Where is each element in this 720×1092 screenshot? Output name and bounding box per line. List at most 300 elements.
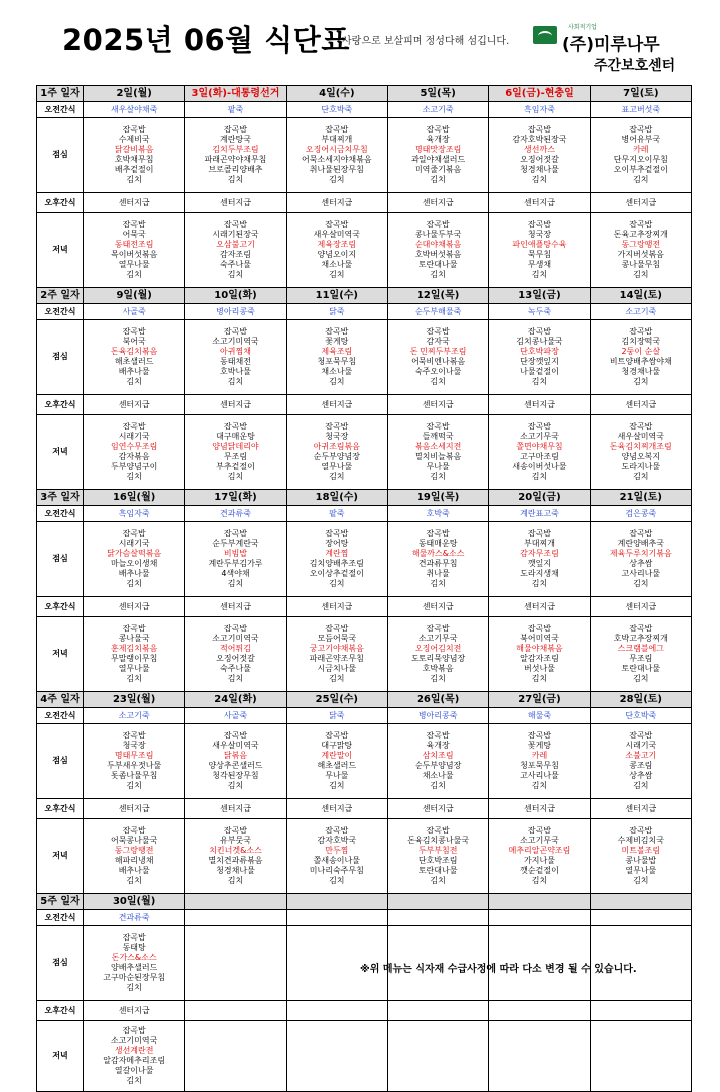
date-cell: 30일(월) [84,894,185,910]
menu-item: 모듬어묵국 [317,634,357,643]
menu-item: 수제비국 [118,135,150,144]
lunch-cell [489,118,590,193]
afternoon-snack-cell: 센터지급 [84,395,185,415]
menu-item: 콩나물국 [118,634,150,643]
menu-item: 김치 [126,270,142,279]
menu-item: 파인애플탕수육 [512,240,567,249]
menu-item: 시래기국 [118,432,150,441]
menu-item: 잡곡밥 [122,220,146,229]
menu-item: 단장깻잎지 [520,357,559,366]
dinner-cell [590,819,691,894]
menu-item: 김치 [126,377,142,386]
menu-item: 해초샐러드 [114,357,154,366]
menu-item: 김치 [430,175,446,184]
menu-item: 잡곡밥 [325,529,349,538]
date-cell: 3일(화)-대통령선거 [185,86,286,102]
dinner-cell [489,819,590,894]
morning-snack-cell [185,910,286,926]
lunch-cell [590,522,691,597]
menu-item: 오징어김치전 [414,644,462,653]
afternoon-snack-cell: 센터지급 [590,799,691,819]
menu-item: 돈육김치볶음 [110,347,158,356]
afternoon-snack-row [37,193,692,213]
dinner-row [37,1021,692,1092]
menu-item: 잡곡밥 [325,327,349,336]
menu-item: 김치 [633,270,649,279]
menu-item: 토란대나물 [621,664,661,673]
menu-item: 잡곡밥 [223,624,248,633]
menu-item: 잡곡밥 [325,826,349,835]
afternoon-snack-cell: 센터지급 [590,193,691,213]
menu-item: 계란탕국 [220,135,251,144]
date-cell [286,894,387,910]
menu-item: 잡곡밥 [629,220,653,229]
menu-item: 볶음소세지전 [414,442,462,451]
afternoon-snack-cell: 센터지급 [84,193,185,213]
menu-item: 양상추콘샐러드 [208,761,263,770]
menu-item: 무조림 [629,654,653,663]
row-label-afternoon-snack: 오후간식 [37,1001,84,1021]
menu-item: 명태맛장조림 [414,145,462,154]
menu-item: 김치 [126,983,142,992]
menu-item: 대구맑탕 [321,741,353,750]
afternoon-snack-cell [489,1001,590,1021]
menu-item: 김치 [227,377,244,386]
menu-item: 감자호박국 [317,836,357,845]
menu-item: 카레 [633,145,649,154]
date-cell [185,894,286,910]
week-header-row [37,288,692,304]
menu-item: 잡곡밥 [325,220,349,229]
menu-item: 제육조림 [321,347,353,356]
menu-item: 부추겉절이 [216,462,255,471]
company-name: (주)미루나무 [562,35,660,55]
menu-item: 도토리묵양념장 [411,654,466,663]
menu-item: 해파리냉채 [114,856,154,865]
menu-item: 어묵비엔나볶음 [411,357,466,366]
afternoon-snack-cell: 센터지급 [84,597,185,617]
menu-item: 단호박조림 [418,856,458,865]
menu-item: 소고기미역국 [212,337,259,346]
afternoon-snack-cell: 센터지급 [489,597,590,617]
dinner-cell [185,819,286,894]
menu-item: 깻잎지 [527,559,552,568]
date-cell [590,894,691,910]
menu-item: 4색야채 [221,569,250,578]
menu-item: 김치 [227,175,244,184]
menu-item: 돈육김치콩나물국 [407,836,470,845]
menu-item: 유부뭇국 [220,836,251,845]
row-label-dinner: 저녁 [37,415,84,490]
menu-item: 동태채전 [220,357,251,366]
afternoon-snack-row [37,1001,692,1021]
date-cell: 16일(월) [84,490,185,506]
afternoon-snack-cell [590,1001,691,1021]
menu-item: 장어탕 [325,539,349,548]
dinner-cell [84,415,185,490]
menu-item: 시래기국 [625,741,657,750]
menu-item: 고사리나물 [621,569,661,578]
menu-item: 김치 [227,876,244,885]
morning-snack-cell [590,910,691,926]
menu-item: 김치 [227,579,244,588]
lunch-cell [185,724,286,799]
page-title: 2025년 06월 식단표 [62,23,350,57]
lunch-cell [489,320,590,395]
menu-item: 잡곡밥 [629,327,653,336]
menu-item: 잡곡밥 [426,529,450,538]
menu-item: 김치 [633,579,649,588]
morning-snack-row [37,708,692,724]
menu-item: 김치 [430,270,446,279]
menu-item: 임연수무조림 [110,442,158,451]
dinner-cell [489,617,590,692]
date-cell [387,894,488,910]
menu-item: 단무지오이무침 [613,155,668,164]
menu-item: 계란말이 [321,751,353,760]
menu-item: 오징어젓갈 [216,654,255,663]
menu-item: 잡곡밥 [223,125,248,134]
row-label-morning-snack: 오전간식 [37,102,84,118]
menu-item: 잡곡밥 [527,422,552,431]
menu-item: 미나리숙주무침 [309,866,364,875]
menu-item: 버섯나물 [524,664,555,673]
afternoon-snack-cell: 센터지급 [286,597,387,617]
menu-item: 무생채 [527,260,552,269]
menu-item: 카레 [531,751,548,760]
menu-item: 오이부추겉절이 [613,165,668,174]
menu-item: 콩나물밥 [625,856,657,865]
menu-item: 잡곡밥 [426,731,450,740]
row-label-morning-snack: 오전간식 [37,910,84,926]
date-cell: 2일(월) [84,86,185,102]
morning-snack-row [37,910,692,926]
menu-item: 김치 [329,579,345,588]
menu-item: 잡곡밥 [527,826,552,835]
menu-item: 잡곡밥 [223,826,248,835]
date-cell: 28일(토) [590,692,691,708]
morning-snack-cell: 검은콩죽 [590,506,691,522]
menu-item: 어묵국 [122,230,146,239]
menu-item: 김치 [126,472,142,481]
afternoon-snack-cell: 센터지급 [387,799,488,819]
menu-item: 김치 [430,781,446,790]
morning-snack-row [37,102,692,118]
menu-item: 감자볶음 [118,452,150,461]
lunch-cell [590,724,691,799]
menu-item: 돈가스&소스 [111,953,157,962]
menu-item: 고구마순된장무침 [103,973,166,982]
menu-item: 배추나물 [118,866,150,875]
menu-item: 어묵소세지야채볶음 [302,155,372,164]
date-cell: 26일(목) [387,692,488,708]
lunch-cell [84,320,185,395]
menu-item: 도라지나물 [621,462,661,471]
menu-item: 닭볶음 [223,751,248,760]
menu-item: 김치두부조림 [212,145,259,154]
menu-item: 멸치견과류볶음 [208,856,263,865]
week-header-row [37,86,692,102]
menu-item: 무나물 [426,462,450,471]
menu-item: 적어튀김 [220,644,251,653]
lunch-cell [387,522,488,597]
date-cell: 7일(토) [590,86,691,102]
menu-item: 잡곡밥 [325,125,349,134]
lunch-cell [286,522,387,597]
lunch-cell [185,926,286,1001]
afternoon-snack-cell: 센터지급 [387,597,488,617]
menu-table [36,85,692,1092]
row-label-afternoon-snack: 오후간식 [37,193,84,213]
menu-item: 김치 [633,876,649,885]
row-label-lunch: 점심 [37,926,84,1001]
menu-item: 치킨너겟&소스 [209,846,262,855]
menu-item: 잡곡밥 [426,220,450,229]
menu-item: 열무나물 [118,664,150,673]
menu-item: 감자조림 [220,250,251,259]
menu-item: 궁고기야채볶음 [309,644,364,653]
menu-item: 토란대나물 [418,866,458,875]
morning-snack-cell: 표고버섯죽 [590,102,691,118]
morning-snack-cell: 팥죽 [286,506,387,522]
menu-item: 잡곡밥 [426,125,450,134]
menu-item: 동태매운탕 [418,539,458,548]
dinner-cell [84,819,185,894]
menu-item: 알감자메추리조림 [103,1056,166,1065]
menu-item: 채소나물 [321,367,353,376]
menu-item: 잡곡밥 [122,731,146,740]
menu-item: 묵무침 [527,250,552,259]
menu-item: 잡곡밥 [223,731,248,740]
menu-item: 숙주오이나물 [414,367,462,376]
menu-item: 동그랑땡전 [621,240,661,249]
menu-item: 잡곡밥 [629,731,653,740]
menu-item: 잡곡밥 [223,220,248,229]
menu-item: 동태전조림 [114,240,154,249]
afternoon-snack-cell: 센터지급 [590,395,691,415]
menu-item: 북어미역국 [520,634,559,643]
morning-snack-cell: 병아리콩죽 [387,708,488,724]
menu-item: 두부새우젓나물 [107,761,162,770]
dinner-cell [185,617,286,692]
morning-snack-cell: 호박죽 [387,506,488,522]
menu-item: 순두부계란국 [212,539,259,548]
dinner-cell [387,617,488,692]
dinner-row [37,213,692,288]
lunch-cell [286,320,387,395]
menu-item: 김치 [329,674,345,683]
menu-item: 꽃게탕 [527,741,552,750]
menu-item: 깻순겉절이 [520,866,559,875]
dinner-cell [286,1021,387,1092]
morning-snack-cell: 새우살야채죽 [84,102,185,118]
morning-snack-cell: 사골죽 [185,708,286,724]
menu-item: 과일야채샐러드 [411,155,466,164]
menu-item: 열무나물 [118,260,150,269]
menu-item: 어묵콩나물국 [110,836,158,845]
row-label-lunch: 점심 [37,118,84,193]
date-cell: 19일(목) [387,490,488,506]
dinner-row [37,819,692,894]
menu-item: 김치 [633,674,649,683]
row-label-dinner: 저녁 [37,819,84,894]
slogan: 사랑으로 보살피며 정성다해 섬깁니다. [342,36,510,47]
menu-item: 계란두부김가루 [208,559,263,568]
dinner-row [37,415,692,490]
morning-snack-cell: 흑임자죽 [84,506,185,522]
morning-snack-cell: 소고기죽 [84,708,185,724]
date-cell: 10일(화) [185,288,286,304]
afternoon-snack-cell: 센터지급 [387,193,488,213]
dinner-cell [590,213,691,288]
dinner-cell [489,415,590,490]
menu-item: 병어유부국 [621,135,661,144]
menu-item: 잡곡밥 [426,624,450,633]
menu-item: 잡곡밥 [629,529,653,538]
menu-item: 무말랭이무침 [110,654,158,663]
date-cell: 21일(토) [590,490,691,506]
menu-item: 김치 [329,377,345,386]
morning-snack-cell: 소고기죽 [387,102,488,118]
menu-item: 김치 [126,175,142,184]
menu-item: 배추겉절이 [114,165,154,174]
menu-item: 닭가슴살떡볶음 [107,549,162,558]
menu-item: 잡곡밥 [527,529,552,538]
menu-item: 토란대나물 [418,260,458,269]
afternoon-snack-cell: 센터지급 [489,395,590,415]
row-label-dinner: 저녁 [37,213,84,288]
row-label-afternoon-snack: 오후간식 [37,597,84,617]
menu-item: 김치 [329,876,345,885]
menu-item: 생선계란전 [114,1046,154,1055]
menu-item: 김치 [633,781,649,790]
menu-item: 새송이버섯나물 [512,462,567,471]
afternoon-snack-cell [286,1001,387,1021]
menu-item: 잡곡밥 [122,125,146,134]
morning-snack-cell: 닭죽 [286,708,387,724]
menu-item: 육개장 [426,135,450,144]
menu-item: 채소나물 [422,771,454,780]
menu-item: 파래곤약조무침 [309,654,364,663]
menu-item: 단호박파장 [520,347,559,356]
menu-item: 미역줄기볶음 [414,165,462,174]
menu-item: 잡곡밥 [426,826,450,835]
menu-item: 메추리알곤약조림 [508,846,571,855]
lunch-cell [84,118,185,193]
afternoon-snack-cell: 센터지급 [286,395,387,415]
menu-item: 시금치나물 [317,664,357,673]
menu-item: 아귀조림볶음 [313,442,360,451]
menu-item: 호박고추장찌개 [613,634,668,643]
menu-item: 잡곡밥 [122,422,146,431]
menu-item: 멸치비늘볶음 [414,452,462,461]
menu-item: 수제비김치국 [617,836,664,845]
menu-item: 생선까스 [524,145,555,154]
dinner-cell [185,415,286,490]
date-cell: 23일(월) [84,692,185,708]
date-cell: 24일(화) [185,692,286,708]
menu-item: 상추쌈 [629,771,653,780]
menu-item: 계란양배추국 [617,539,664,548]
lunch-row [37,724,692,799]
morning-snack-cell: 견과류죽 [84,910,185,926]
morning-snack-cell: 녹두죽 [489,304,590,320]
menu-item: 잡곡밥 [122,1026,146,1035]
menu-item: 채소나물 [321,260,353,269]
menu-item: 잡곡밥 [325,731,349,740]
menu-item: 북어국 [122,337,146,346]
morning-snack-cell: 계란표고죽 [489,506,590,522]
menu-item: 열갈이나물 [114,1066,154,1075]
menu-item: 배추나물 [118,569,150,578]
menu-item: 가지버섯볶음 [617,250,664,259]
morning-snack-cell: 순두부해물죽 [387,304,488,320]
date-cell: 20일(금) [489,490,590,506]
week-label: 4주 일자 [37,692,84,708]
menu-item: 청경채나물 [520,165,559,174]
menu-item: 김치 [531,472,548,481]
menu-item: 김치 [227,781,244,790]
menu-item: 김치 [430,876,446,885]
dinner-cell [387,415,488,490]
week-label: 1주 일자 [37,86,84,102]
center-name: 주간보호센터 [594,58,676,74]
menu-item: 들깨떡국 [422,432,454,441]
row-label-dinner: 저녁 [37,617,84,692]
morning-snack-cell: 단호박죽 [286,102,387,118]
dinner-cell [286,213,387,288]
afternoon-snack-cell: 센터지급 [387,395,488,415]
menu-item: 김치 [227,270,244,279]
row-label-lunch: 점심 [37,522,84,597]
dinner-cell [387,213,488,288]
footnote: ※위 메뉴는 식자재 수급사정에 따라 다소 변경 될 수 있습니다. [360,964,637,975]
menu-item: 잡곡밥 [426,422,450,431]
lunch-row [37,320,692,395]
menu-item: 배추나물 [118,367,150,376]
afternoon-snack-cell: 센터지급 [489,193,590,213]
menu-item: 잡곡밥 [527,731,552,740]
date-cell: 18일(수) [286,490,387,506]
afternoon-snack-row [37,395,692,415]
morning-snack-cell [387,910,488,926]
menu-item: 잡곡밥 [629,826,653,835]
menu-item: 쫄면야채무침 [516,442,563,451]
menu-item: 돈육고추장찌개 [613,230,668,239]
menu-item: 목이버섯볶음 [110,250,158,259]
morning-snack-cell: 소고기죽 [590,304,691,320]
menu-item: 가지나물 [524,856,555,865]
dinner-cell [590,1021,691,1092]
lunch-cell [489,724,590,799]
menu-item: 양념닭데리야 [212,442,259,451]
menu-item: 잡곡밥 [122,933,146,942]
lunch-cell [185,320,286,395]
menu-item: 견과류무침 [418,559,458,568]
menu-item: 김치 [633,472,649,481]
menu-item: 소고기무국 [520,836,559,845]
row-label-lunch: 점심 [37,320,84,395]
menu-item: 김치양배추조림 [309,559,364,568]
menu-item: 꽃게탕 [325,337,349,346]
menu-item: 청포묵무침 [520,761,559,770]
week-header-row [37,894,692,910]
menu-item: 해물야채볶음 [516,644,563,653]
menu-item: 부대찌개 [321,135,353,144]
menu-item: 열무나물 [625,866,657,875]
menu-item: 김치 [531,579,548,588]
morning-snack-cell: 사골죽 [84,304,185,320]
